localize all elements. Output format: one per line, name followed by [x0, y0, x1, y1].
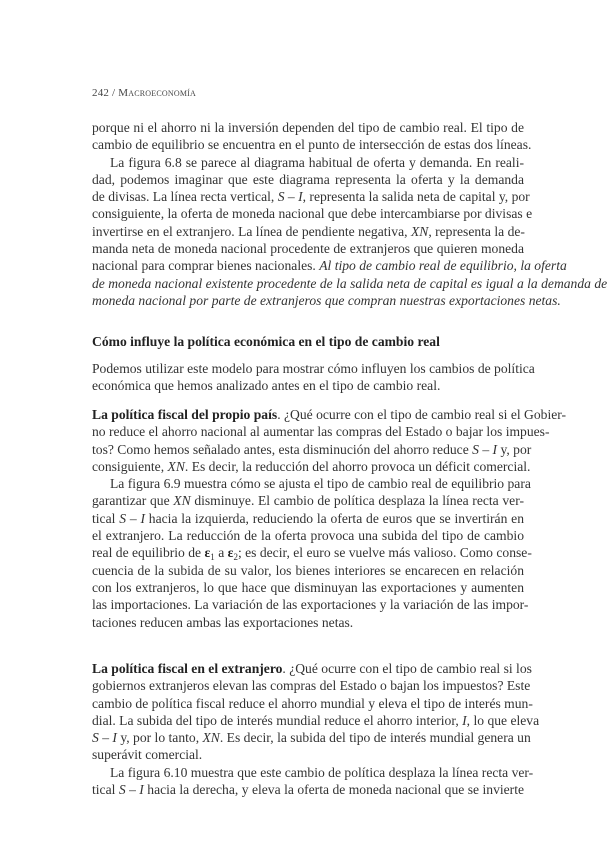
paragraph-intro [92, 119, 608, 309]
text-span: las importaciones. La variación de las exportaciones y la variación de las impor- [92, 597, 529, 613]
text-span: . ¿Qué ocurre con el tipo de cambio real si el Gobier- [277, 407, 567, 422]
text-span: y, por lo tanto, [116, 730, 203, 746]
text-line [92, 729, 531, 746]
italic-text: S – I [119, 510, 145, 526]
subscript: 1 [210, 552, 215, 563]
text-span: invertirse en el extranjero. La línea de pendiente negativa, [92, 223, 411, 239]
text-span: La figura 6.10 muestra que este cambio de política desplaza la línea recta ver- [110, 764, 534, 780]
section-heading: Cómo influye la política económica en el tipo de cambio real [92, 334, 440, 349]
text-line [92, 475, 531, 492]
text-span: cambio de política fiscal reduce el ahorro mundial y eleva el tipo de interés mun- [92, 695, 533, 711]
italic-text: I [462, 712, 467, 728]
text-span: dial. La subida del tipo de interés mundial reduce el ahorro interior, [92, 712, 463, 728]
italic-text: S – I [472, 441, 498, 457]
text-span: Podemos utilizar este modelo para mostrar cómo influyen los cambios de política [92, 361, 535, 376]
text-line [92, 579, 524, 596]
text-line [92, 781, 524, 798]
bold-text: La política fiscal en el extranjero [92, 661, 283, 676]
text-span: tical [92, 510, 120, 526]
text-span: . ¿Qué ocurre con el tipo de cambio real si los [282, 661, 532, 676]
text-span: real de equilibrio de [92, 545, 205, 561]
text-line [92, 240, 524, 257]
text-line [92, 527, 524, 544]
text-line [92, 360, 535, 377]
text-line [92, 596, 529, 613]
text-line [92, 764, 534, 781]
running-header [92, 87, 196, 99]
text-span: garantizar que [92, 493, 174, 509]
text-span: gobiernos extranjeros elevan las compras del Estado o bajan los impuestos? Este [92, 678, 531, 694]
text-span: con los extranjeros, lo que hace que disminuyan las exportaciones y aumenten [92, 579, 524, 595]
text-span: , representa la de- [428, 223, 525, 239]
text-span: . Es decir, la reducción del ahorro provoca un déficit comercial. [184, 458, 531, 474]
italic-text: XN [202, 730, 220, 746]
italic-text: Al tipo de cambio real de equilibrio, la oferta [319, 258, 567, 274]
text-span: tical [92, 782, 119, 798]
text-span: cuencia de la subida de su valor, los bienes interiores se encarecen en relación [92, 562, 524, 578]
paragraph-model [92, 360, 535, 395]
text-line [92, 205, 533, 222]
italic-text: XN [167, 458, 185, 474]
text-line [92, 660, 532, 677]
text-span: y, por [497, 441, 532, 457]
text-line [92, 441, 532, 458]
text-line [92, 377, 524, 394]
italic-text: de moneda nacional existente procedente de la salida neta de capital es igual a la demanda de [92, 275, 608, 291]
text-line [92, 423, 550, 440]
text-line [92, 458, 531, 475]
text-span: hacia la izquierda, reduciendo la oferta de euros que se invertirán en [144, 510, 525, 526]
italic-text: XN [173, 493, 191, 509]
text-span: , lo que eleva [466, 712, 540, 728]
text-line [92, 154, 524, 171]
text-line [92, 677, 531, 694]
text-span: porque ni el ahorro ni la inversión dependen del tipo de cambio real. El tipo de [92, 120, 524, 135]
text-span: económica que hemos analizado antes en el tipo de cambio real. [92, 378, 441, 394]
paragraph-domestic-fiscal-policy [92, 406, 567, 631]
text-line [92, 171, 524, 188]
text-line [92, 544, 532, 563]
text-span: . Es decir, la subida del tipo de interés mundial genera un [219, 730, 531, 746]
text-line [92, 614, 524, 631]
text-span: , representa la salida neta de capital y, por [302, 189, 530, 205]
text-span: cambio de equilibrio se encuentra en el punto de intersección de estas dos líneas. [92, 137, 532, 153]
page-number: 242 [92, 87, 110, 99]
text-span: ; es decir, el euro se vuelve más valioso. Como conse- [237, 545, 532, 561]
italic-text: S – I [92, 730, 117, 746]
text-span: dad, podemos imaginar que este diagrama representa la oferta y la demanda [92, 171, 524, 187]
text-span: manda neta de moneda nacional procedente de extranjeros que quieren moneda [92, 241, 524, 257]
text-line [92, 275, 608, 292]
text-span: nacional para comprar bienes nacionales. [92, 258, 320, 274]
text-line [92, 119, 524, 136]
text-line [92, 712, 540, 729]
text-line [92, 406, 567, 423]
text-span: no reduce el ahorro nacional al aumentar las compras del Estado o bajar los impues- [92, 424, 550, 440]
text-span: hacia la derecha, y eleva la oferta de moneda nacional que se invierte [143, 782, 525, 798]
text-span: La figura 6.9 muestra cómo se ajusta el tipo de cambio real de equilibrio para [110, 476, 531, 492]
italic-text: S – I [277, 189, 303, 205]
text-line [92, 223, 524, 240]
bold-text: ε [204, 545, 211, 561]
text-line [92, 136, 532, 153]
text-span: superávit comercial. [92, 747, 203, 763]
text-span: tos? Como hemos señalado antes, esta disminución del ahorro reduce [92, 441, 473, 457]
text-line [92, 695, 533, 712]
italic-text: S – I [118, 782, 144, 798]
text-line [92, 188, 530, 205]
italic-text: XN [410, 223, 429, 239]
italic-text: moneda nacional por parte de extranjeros que compran nuestras exportaciones netas. [92, 292, 561, 308]
text-line [92, 746, 524, 763]
text-line [92, 562, 524, 579]
text-span: a [214, 545, 228, 561]
book-title: Macroeconomía [118, 87, 196, 99]
bold-text: ε [227, 545, 234, 561]
text-span: La figura 6.8 se parece al diagrama habitual de oferta y demanda. En reali- [110, 154, 524, 170]
subscript: 2 [233, 552, 238, 563]
text-line [92, 257, 567, 274]
text-span: disminuye. El cambio de política desplaza la línea recta ver- [190, 493, 524, 509]
header-separator: / [109, 87, 119, 99]
text-line [92, 492, 524, 509]
bold-text: La política fiscal del propio país [92, 407, 278, 422]
text-line [92, 510, 524, 527]
text-line [92, 292, 561, 309]
text-span: el extranjero. La reducción de la oferta provoca una subida del tipo de cambio [92, 528, 524, 544]
text-span: consiguiente, la oferta de moneda nacional que debe intercambiarse por divisas e [92, 206, 533, 222]
paragraph-foreign-fiscal-policy [92, 660, 540, 798]
text-span: consiguiente, [92, 458, 168, 474]
text-span: de divisas. La línea recta vertical, [92, 189, 278, 205]
text-span: taciones reducen ambas las exportaciones netas. [92, 614, 354, 630]
